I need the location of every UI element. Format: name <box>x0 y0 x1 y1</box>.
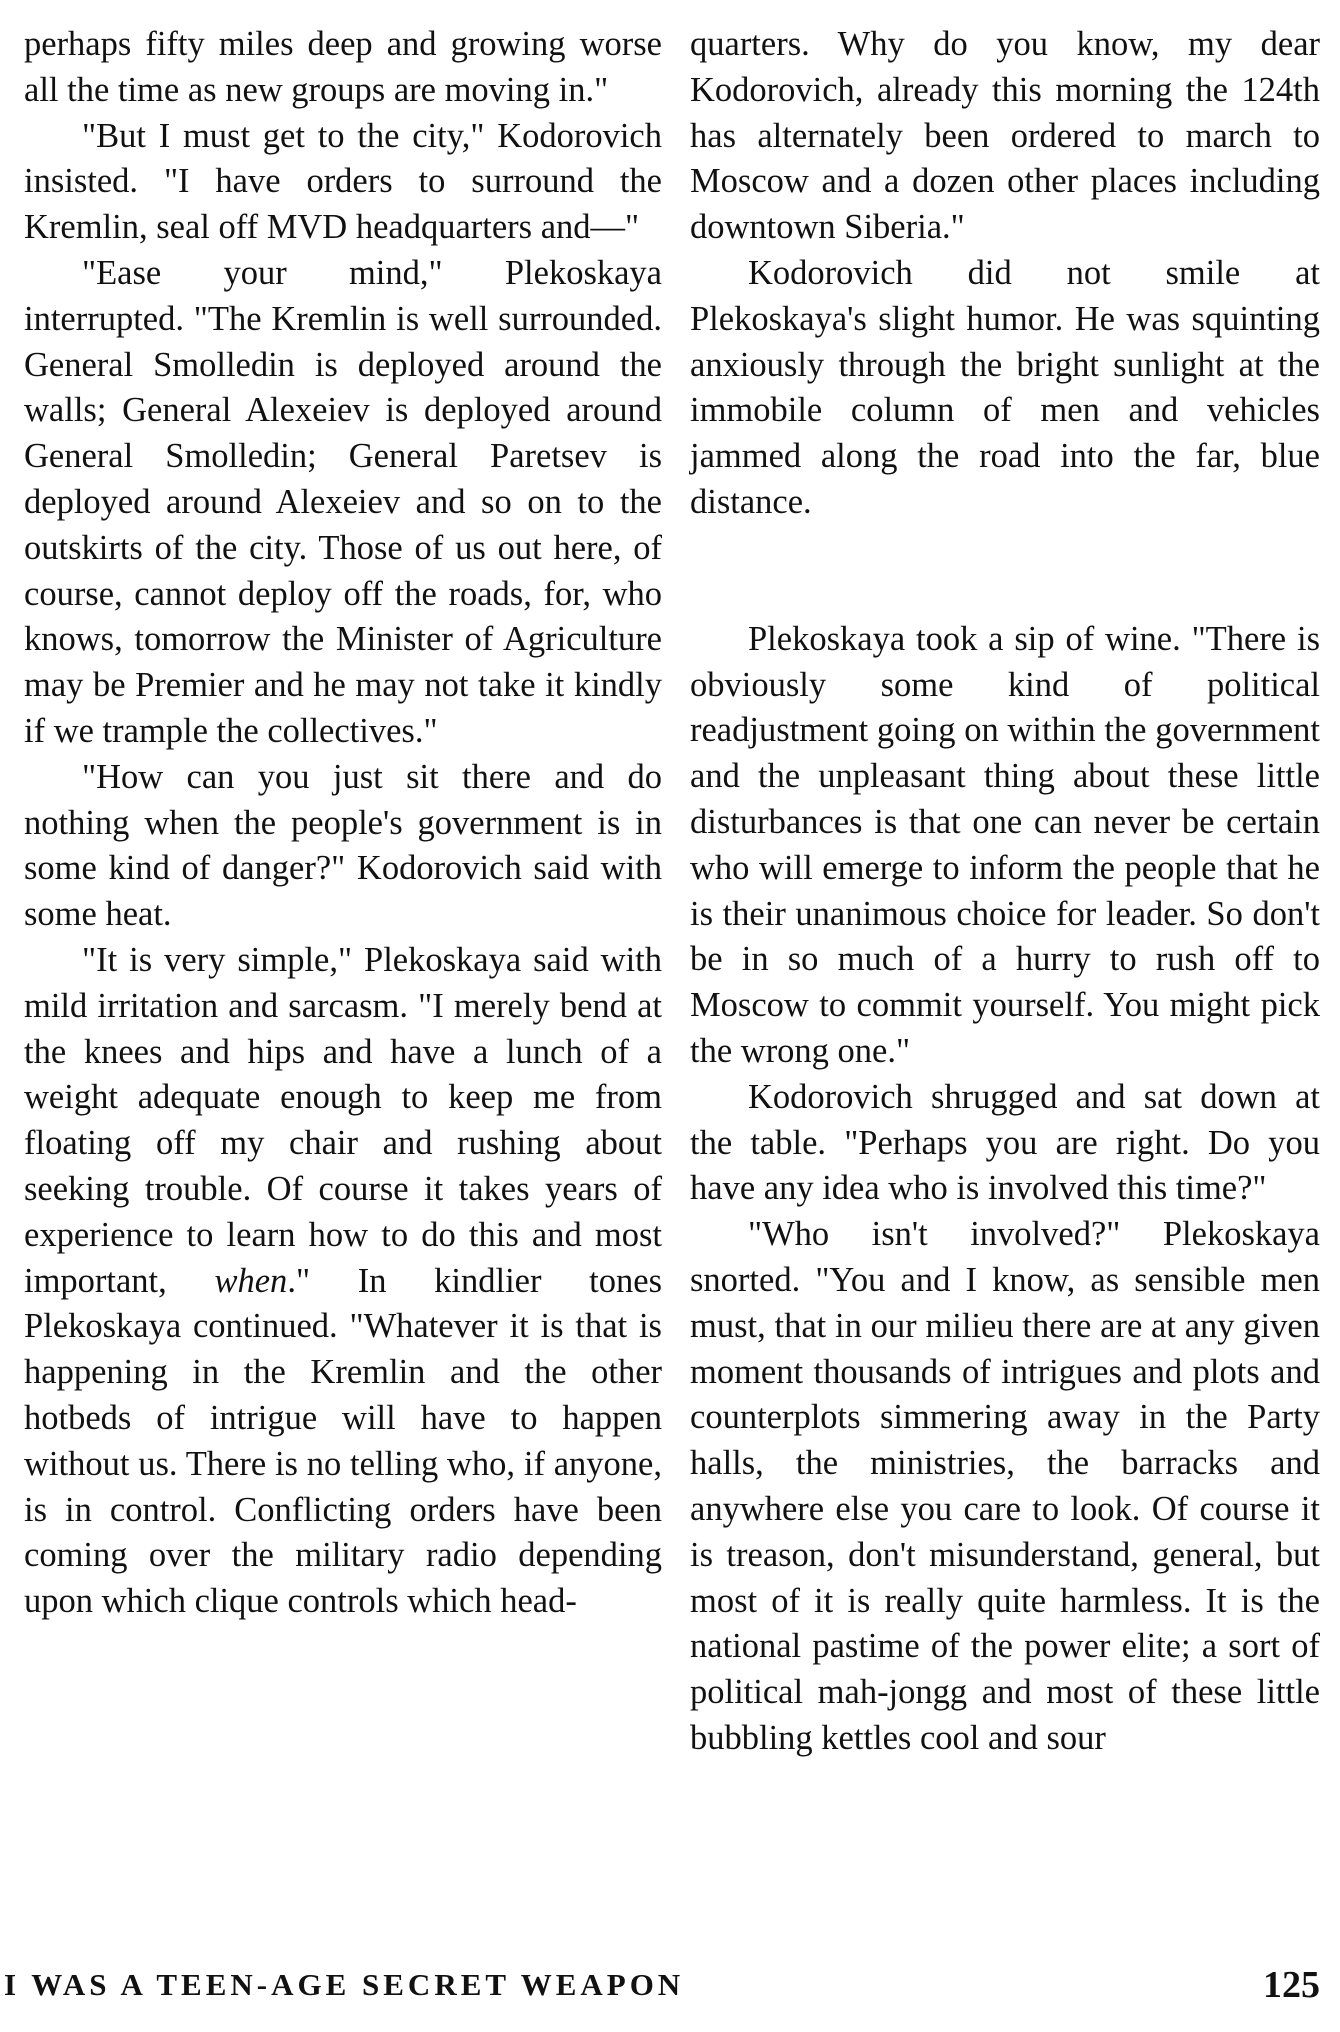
page-number: 125 <box>1263 1964 1320 2006</box>
paragraph: perhaps fifty miles deep and growing worse all the time as new groups are moving in." <box>24 25 662 109</box>
paragraph-text: "It is very simple," Plekoskaya said with mild irritation and sarcasm. "I merely bend at the knees and hips and have a lunch of a weight adequate enough to keep me from floating off my chair and rushing about seeking trouble. Of course it takes years of experience to learn how to do this and most important, <box>24 940 662 1300</box>
paragraph: "Ease your mind," Plekoskaya interrupted. "The Kremlin is well surrounded. General Smolledin is deployed around the walls; General Alexeiev is deployed around General Smolledin; General Paretsev is deployed around Alexeiev and so on to the outskirts of the city. Those of us out here, of course, cannot deploy off the roads, for, who knows, tomorrow the Minister of Agriculture may be Premier and he may not take it kindly if we trample the collectives." <box>24 253 662 750</box>
paragraph: quarters. Why do you know, my dear Kodorovich, already this morning the 124th has alternately been ordered to march to Moscow and a dozen other places including downtown Siberia." <box>690 25 1320 247</box>
paragraph: "But I must get to the city," Kodorovich insisted. "I have orders to surround the Kremlin, seal off MVD headquarters and—" <box>24 116 662 247</box>
right-column <box>690 22 1320 1762</box>
paragraph <box>24 938 662 1625</box>
paragraph: Plekoskaya took a sip of wine. "There is obviously some kind of political readjustment going on within the government and the unpleasant thing about these little disturbances is that one can never be certain who will emerge to inform the people that he is their unanimous choice for leader. So don't be in so much of a hurry to rush off to Moscow to commit yourself. You might pick the wrong one." <box>690 619 1320 1070</box>
paragraph: Kodorovich shrugged and sat down at the table. "Perhaps you are right. Do you have any idea who is involved this time?" <box>690 1077 1320 1208</box>
paragraph: "Who isn't involved?" Plekoskaya snorted. "You and I know, as sensible men must, that in our milieu there are at any given moment thousands of intrigues and plots and counterplots simmering away in the Party halls, the ministries, the barracks and anywhere else you care to look. Of course it is treason, don't misunderstand, general, but most of it is really quite harmless. It is the national pastime of the power elite; a sort of political mah-jongg and most of these little bubbling kettles cool and sour <box>690 1215 1320 1757</box>
page-footer <box>0 1964 1340 2027</box>
left-column <box>24 22 662 1625</box>
running-title: I WAS A TEEN-AGE SECRET WEAPON <box>4 1967 685 2002</box>
paragraph-text: ." In kindlier tones Plekoskaya continued. "Whatever it is that is happening in the Kremlin and the other hotbeds of intrigue will have to happen without us. There is no telling who, if anyone, is in control. Conflicting orders have been coming over the military radio depending upon which clique controls which head- <box>24 1261 662 1621</box>
paragraph: "How can you just sit there and do nothing when the people's government is in some kind of danger?" Kodorovich said with some heat. <box>24 757 662 934</box>
paragraph: Kodorovich did not smile at Plekoskaya's slight humor. He was squinting anxiously through the bright sunlight at the immobile column of men and vehicles jammed along the road into the far, blue distance. <box>690 253 1320 521</box>
emphasized-word: when <box>214 1261 288 1300</box>
